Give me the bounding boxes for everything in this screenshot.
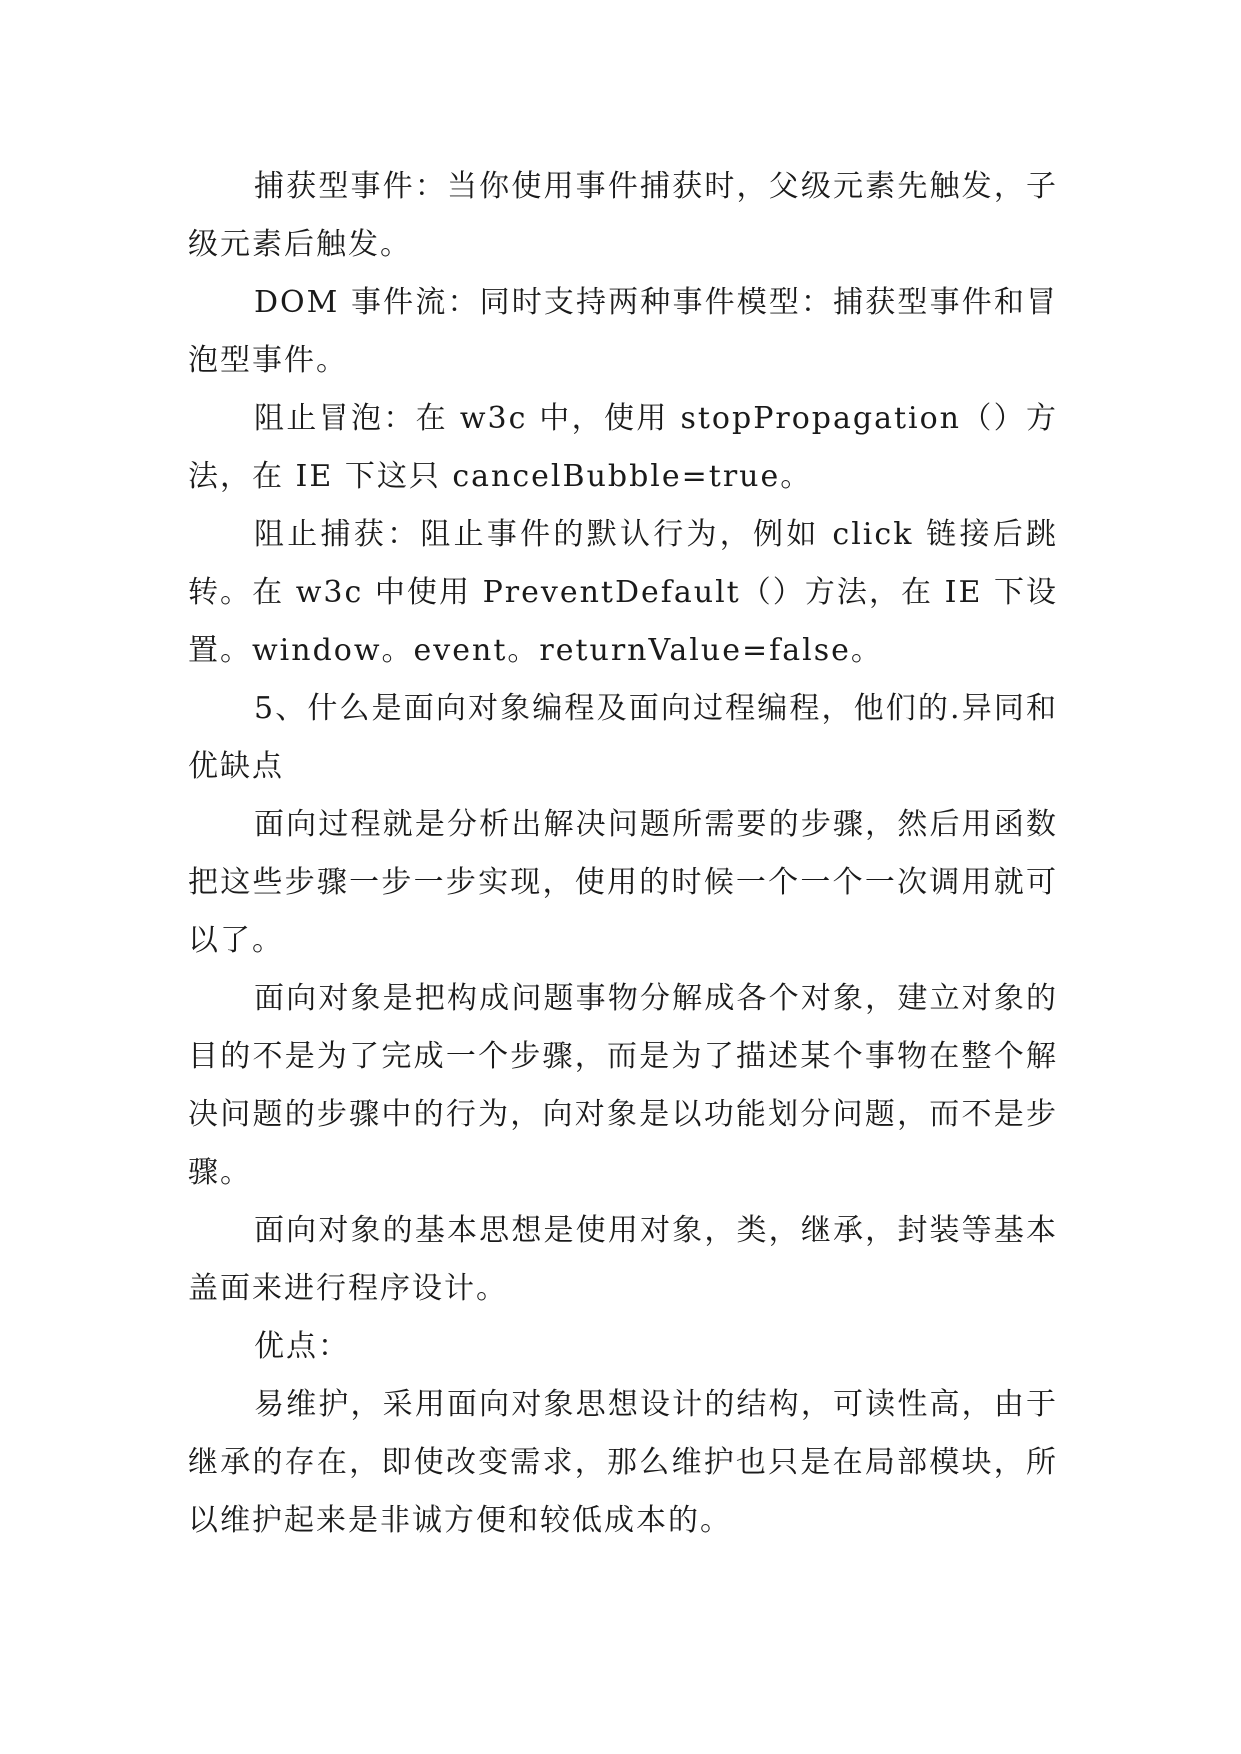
paragraph-dom-event-flow: DOM 事件流：同时支持两种事件模型：捕获型事件和冒泡型事件。 bbox=[188, 285, 1058, 378]
paragraph-stop-bubbling: 阻止冒泡：在 w3c 中，使用 stopPropagation（）方法，在 IE 下这只 cancelBubble=true。 bbox=[188, 401, 1058, 494]
paragraph-prevent-default: 阻止捕获：阻止事件的默认行为，例如 click 链接后跳转。在 w3c 中使用 PreventDefault（）方法，在 IE 下设置。window。event。returnValue=false。 bbox=[188, 517, 1058, 668]
paragraph-question-5: 5、什么是面向对象编程及面向过程编程，他们的.异同和优缺点 bbox=[188, 691, 1058, 784]
paragraph-advantages-heading: 优点： bbox=[254, 1329, 350, 1364]
paragraph-maintainability: 易维护，采用面向对象思想设计的结构，可读性高，由于继承的存在，即使改变需求，那么维护也只是在局部模块，所以维护起来是非诚方便和较低成本的。 bbox=[188, 1387, 1058, 1538]
paragraph-capture-event: 捕获型事件：当你使用事件捕获时，父级元素先触发，子级元素后触发。 bbox=[188, 169, 1058, 262]
paragraph-procedural: 面向过程就是分析出解决问题所需要的步骤，然后用函数把这些步骤一步一步实现，使用的时候一个一个一次调用就可以了。 bbox=[188, 807, 1058, 958]
paragraph-oo-basic-idea: 面向对象的基本思想是使用对象，类，继承，封装等基本盖面来进行程序设计。 bbox=[188, 1213, 1058, 1306]
paragraph-object-oriented: 面向对象是把构成问题事物分解成各个对象，建立对象的目的不是为了完成一个步骤，而是为了描述某个事物在整个解决问题的步骤中的行为，向对象是以功能划分问题，而不是步骤。 bbox=[188, 981, 1058, 1190]
document-body bbox=[188, 158, 1058, 1550]
